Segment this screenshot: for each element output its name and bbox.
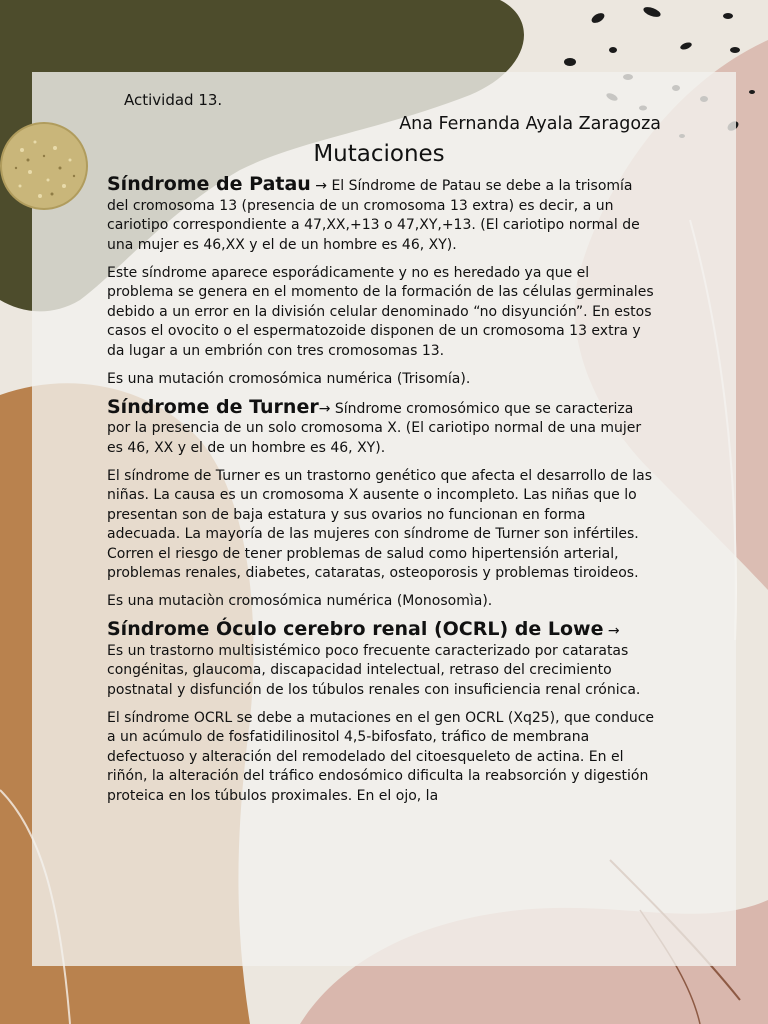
gold-glitter-circle [0,120,92,212]
right-arrow-icon: → [318,400,331,417]
section-turner-lead [107,395,655,459]
section-title-lowe: Síndrome Óculo cerebro renal (OCRL) de Lowe [107,618,604,640]
section-title-turner: Síndrome de Turner [107,395,319,418]
section-turner-paragraph: El síndrome de Turner es un trastorno genético que afecta el desarrollo de las niñas. La causa es un cromosoma X ausente o incompleto. Las niñas que lo presentan son de baja estatura y sus ovarios no funcionan en forma adecuada. La mayoría de las mujeres con síndrome de Turner son infértiles. Corren el riesgo de tener problemas de salud como hipertensión arterial, problemas renales, diabetes, cataratas, osteoporosis y problemas tiroideos. [107,467,653,581]
section-lowe-lead [107,620,655,700]
author-name: Ana Fernanda Ayala Zaragoza [399,114,661,134]
activity-label: Actividad 13. [124,91,223,109]
right-arrow-icon: → [607,623,620,639]
section-turner-lead-text: Síndrome cromosómico que se caracteriza por la presencia de un solo cromosoma X. (El cariotipo normal de una mujer es 46, XX y el de un hombre es 46, XY). [107,400,642,456]
section-patau-lead [107,175,655,255]
section-lowe-paragraph: El síndrome OCRL se debe a mutaciones en el gen OCRL (Xq25), que conduce a un acúmulo de fosfatidilinositol 4,5-bifosfato, tráfico de membrana defectuoso y alteración del remodelado del citoesqueleto de actina. En el riñón, la alteración del tráfico endosómico dificulta la reabsorción y digestión proteica en los túbulos proximales. En el ojo, la [107,709,655,804]
section-patau-lead-text: El Síndrome de Patau se debe a la trisomía del cromosoma 13 (presencia de un cromosoma 13 extra) es decir, a un cariotipo correspondiente a 47,XX,+13 o 47,XY,+13. (El cariotipo normal de una mujer es 46,XX y el de un hombre es 46, XY). [107,178,640,253]
section-title-patau: Síndrome de Patau [107,173,311,195]
section-lowe-lead-text: Es un trastorno multisistémico poco frecuente caracterizado por cataratas congénitas, glaucoma, discapacidad intelectual, retraso del crecimiento postnatal y disfunción de los túbulos renales con insuficiencia renal crónica. [107,642,641,698]
section-patau-paragraph: Es una mutación cromosómica numérica (Trisomía). [107,370,471,387]
right-arrow-icon: → [315,178,328,194]
section-patau-paragraph: Este síndrome aparece esporádicamente y no es heredado ya que el problema se genera en el momento de la formación de las células germinales debido a un error en la división celular denominado “no disyunción”. En estos casos el ovocito o el espermatozoide disponen de un cromosoma 13 extra y da lugar a un embrión con tres cromosomas 13. [107,264,654,359]
section-turner-paragraph: Es una mutaciòn cromosómica numérica (Monosomìa). [107,593,493,609]
document-content [107,88,661,815]
document-title: Mutaciones [313,141,445,167]
